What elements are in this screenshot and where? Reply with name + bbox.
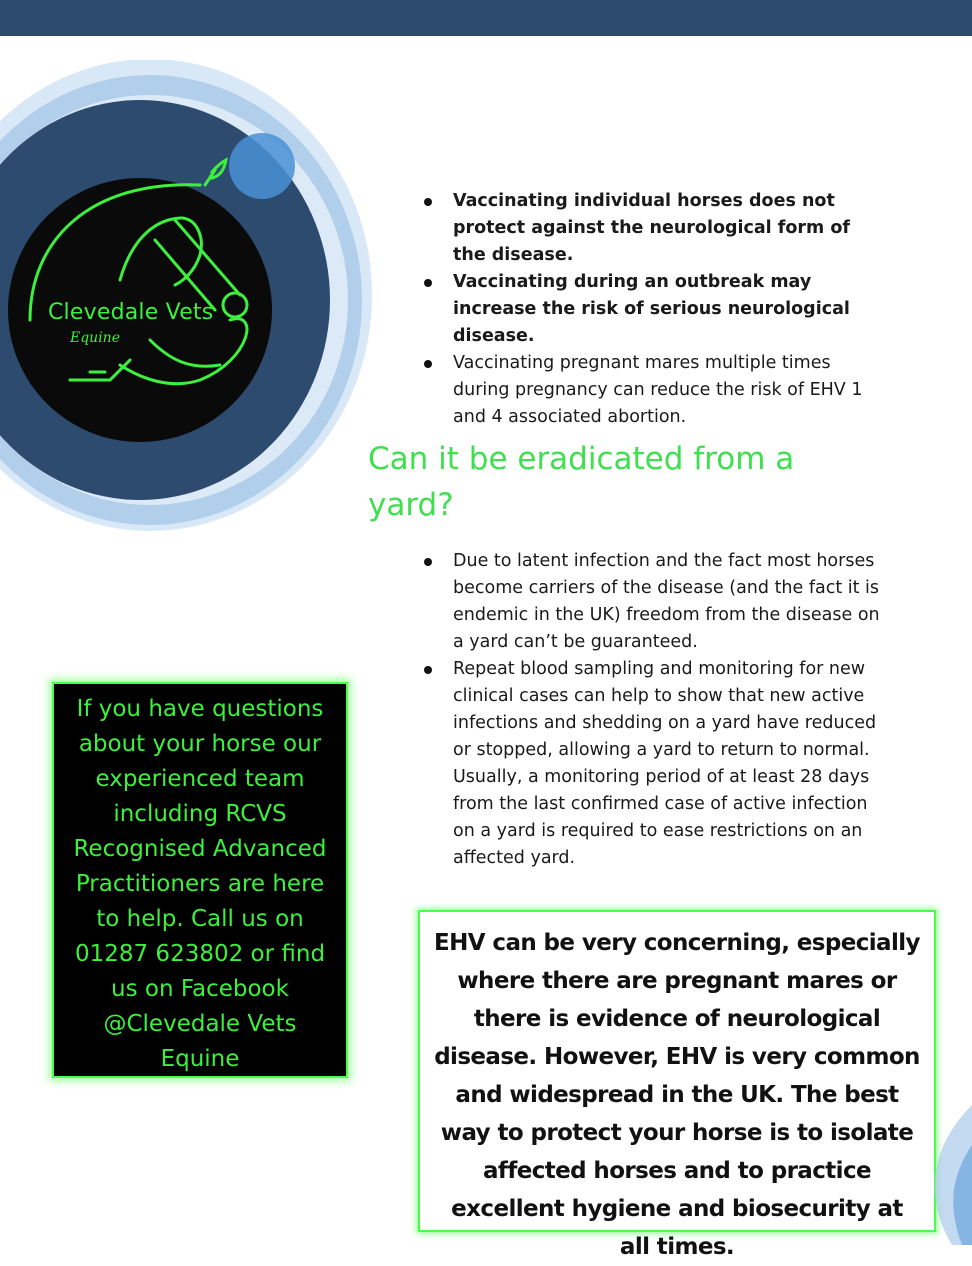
top-banner-bar bbox=[0, 0, 972, 36]
list-item: Due to latent infection and the fact most horses become carriers of the disease (and the fact it is endemic in the UK) freedom from the disease on a yard can’t be guaranteed. bbox=[424, 548, 884, 656]
logo-subtitle: Equine bbox=[70, 330, 120, 346]
summary-callout-box bbox=[418, 910, 936, 1260]
corner-brush-decoration bbox=[892, 1085, 972, 1245]
contact-info-box bbox=[52, 682, 348, 1078]
section-heading: Can it be eradicated from a yard? bbox=[368, 441, 795, 523]
contact-text: If you have questions about your horse our experienced team including RCVS Recognised Advanced Practitioners are here to help. Call us on 01287 623802 or find us on Facebook @Clevedale Vets Equine bbox=[73, 696, 327, 1072]
list-item: Vaccinating pregnant mares multiple times during pregnancy can reduce the risk of EHV 1 and 4 associated abortion. bbox=[424, 350, 874, 431]
logo-wordmark: Clevedale Vets bbox=[48, 300, 214, 325]
vaccination-bullet-list bbox=[424, 188, 874, 431]
eradication-bullet-list bbox=[424, 548, 884, 872]
list-item: Vaccinating individual horses does not protect against the neurological form of the disease. bbox=[424, 188, 874, 269]
list-item: Repeat blood sampling and monitoring for new clinical cases can help to show that new active infections and shedding on a yard have reduced or stopped, allowing a yard to return to normal. Usually, a monitoring period of at least 28 days from the last confirmed case of active infection on a yard is required to ease restrictions on an affected yard. bbox=[424, 656, 884, 872]
callout-text: EHV can be very concerning, especially where there are pregnant mares or there is evidence of neurological disease. However, EHV is very common and widespread in the UK. The best way to protect your horse is to isolate affected horses and to practice excellent hygiene and biosecurity at all times. bbox=[434, 930, 920, 1260]
list-item: Vaccinating during an outbreak may increase the risk of serious neurological disease. bbox=[424, 269, 874, 350]
